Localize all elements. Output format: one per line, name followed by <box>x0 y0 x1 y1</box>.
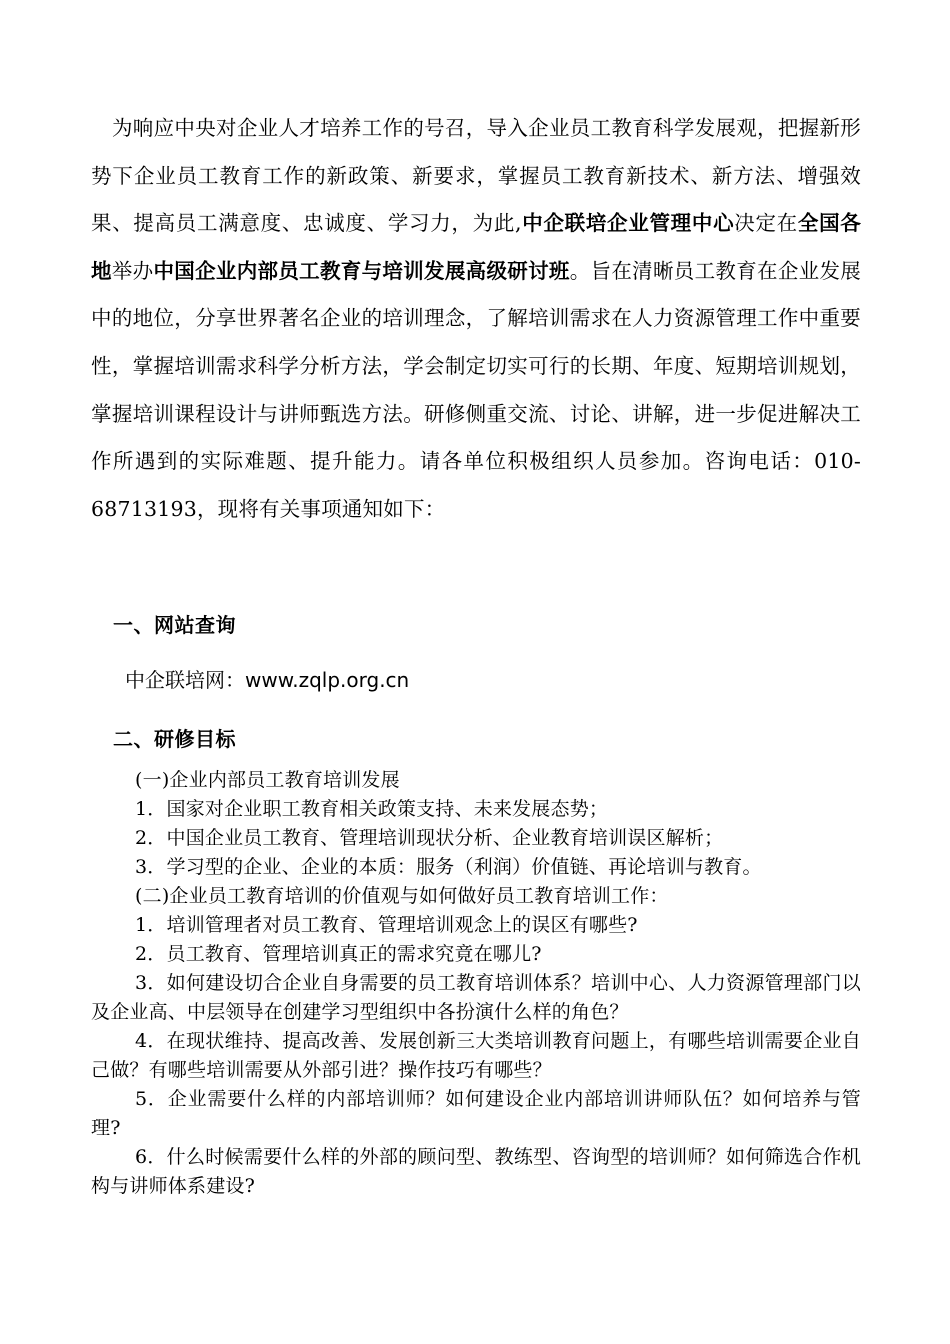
goal-item: 1．培训管理者对员工教育、管理培训观念上的误区有哪些? <box>135 914 638 936</box>
goal-item: 6．什么时候需要什么样的外部的顾问型、教练型、咨询型的培训师？如何筛选合作机构与讲师体系建设? <box>91 1146 861 1197</box>
website-label: 中企联培网： <box>125 668 245 692</box>
website-line <box>125 666 409 694</box>
intro-text-2: 决定在 <box>734 211 798 236</box>
seminar-name: 中国企业内部员工教育与培训发展高级研讨班 <box>153 258 570 283</box>
intro-text-1: 为响应中央对企业人才培养工作的号召，导入企业员工教育科学发展观，把握新形势下企业员工教育工作的新政策、新要求，掌握员工教育新技术、新方法、增强效果、提高员工满意度、忠诚度、学习力，为此, <box>91 116 861 236</box>
section-heading-goals: 二、研修目标 <box>113 727 236 751</box>
organizer-name: 中企联培企业管理中心 <box>521 211 735 236</box>
goal-item: 3．如何建设切合企业自身需要的员工教育培训体系？培训中心、人力资源管理部门以及企业高、中层领导在创建学习型组织中各扮演什么样的角色？ <box>91 972 861 1023</box>
intro-text-4: 。旨在清晰员工教育在企业发展中的地位，分享世界著名企业的培训理念，了解培训需求在人力资源管理工作中重要性，掌握培训需求科学分析方法，学会制定切实可行的长期、年度、短期培训规划，掌握培训课程设计与讲师甄选方法。研修侧重交流、讨论、讲解，进一步促进解决工作所遇到的实际难题、提升能力。请各单位积极组织人员参加。咨询电话：010-68713193，现将有关事项通知如下： <box>91 258 862 521</box>
goal-item: 4．在现状维持、提高改善、发展创新三大类培训教育问题上，有哪些培训需要企业自己做？有哪些培训需要从外部引进？操作技巧有哪些？ <box>91 1030 861 1081</box>
goals-list <box>91 766 861 1201</box>
goal-subheading: (一)企业内部员工教育培训发展 <box>135 769 400 791</box>
goal-subheading: (二)企业员工教育培训的价值观与如何做好员工教育培训工作： <box>135 885 669 907</box>
goal-item: 2．中国企业员工教育、管理培训现状分析、企业教育培训误区解析； <box>135 827 724 849</box>
goal-item: 2．员工教育、管理培训真正的需求究竟在哪儿? <box>135 943 542 965</box>
goal-item: 3．学习型的企业、企业的本质：服务（利润）价值链、再论培训与教育。 <box>135 856 762 878</box>
intro-paragraph <box>91 105 861 533</box>
event-location: 全国各地 <box>91 211 861 283</box>
goal-item: 5．企业需要什么样的内部培训师？如何建设企业内部培训讲师队伍？如何培养与管理? <box>91 1088 861 1139</box>
intro-text-3: 举办 <box>111 258 154 283</box>
section-heading-website: 一、网站查询 <box>113 613 236 637</box>
goal-item: 1．国家对企业职工教育相关政策支持、未来发展态势； <box>135 798 609 820</box>
website-url[interactable]: www.zqlp.org.cn <box>245 668 410 692</box>
